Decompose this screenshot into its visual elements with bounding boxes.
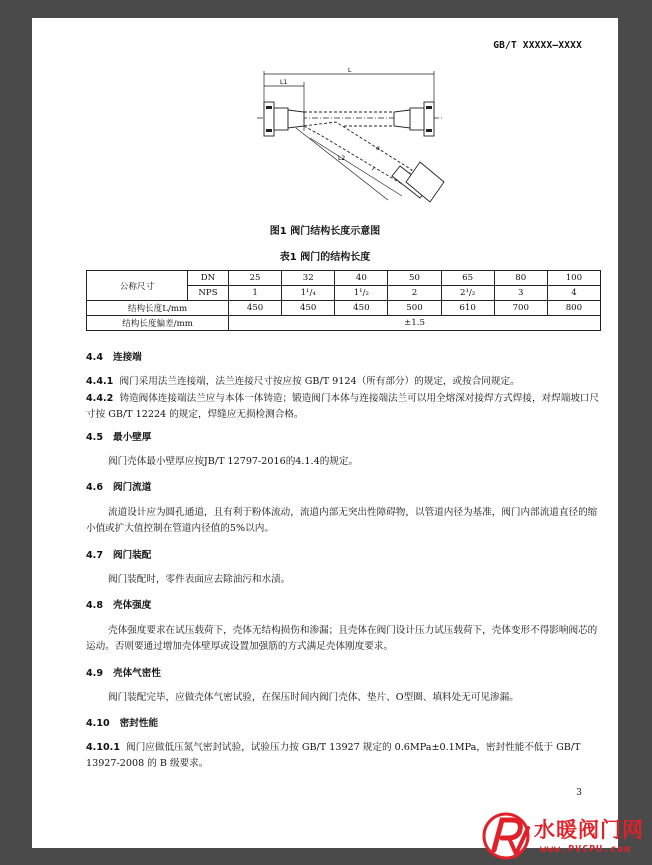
paragraph: 阀门装配完毕，应做壳体气密试验，在保压时间内阀门壳体、垫片、O型圈、填料处无可见渗漏。: [108, 692, 519, 703]
length-label: 结构长度L/mm: [87, 301, 229, 316]
paragraph: 流道设计应为圆孔通道，且有利于粉体流动，流道内部无突出性障碍物，以管道内径为基准，阀门内部流道直径的缩小值或扩大值控制在管道内径值的5%以内。: [86, 507, 598, 534]
paragraph-4-10-1: 4.10.1 阀门应做低压氮气密封试验，试验压力按 GB/T 13927 规定的 0.6MPa±0.1MPa，密封性能不低于 GB/T 13927-2008 的 B 级要求。: [86, 742, 581, 769]
table-row: [87, 301, 601, 316]
table-cell: 450: [335, 301, 388, 316]
paragraph: 壳体强度要求在试压载荷下，壳体无结构损伤和渗漏；且壳体在阀门设计压力试压载荷下，壳体变形不得影响阀芯的运动。否则要通过增加壳体壁厚或设置加强筋的方式满足壳体刚度要求。: [86, 625, 598, 652]
watermark-title: 水暖阀门网: [534, 818, 644, 842]
angle-alpha-label: α: [376, 145, 380, 152]
paragraph: 阀门壳体最小壁厚应按JB/T 12797-2016的4.1.4的规定。: [108, 456, 359, 467]
table-cell: 4: [547, 286, 600, 301]
table-cell: 610: [441, 301, 494, 316]
watermark-url: www.PVCPU.com: [540, 844, 632, 855]
table-cell: 500: [388, 301, 441, 316]
pv-logo-icon: [480, 810, 534, 862]
page-number: 3: [576, 788, 582, 798]
valve-structure-drawing: [252, 66, 452, 216]
table-cell: 65: [441, 271, 494, 286]
dn-label: DN: [188, 271, 229, 286]
figure-caption: 图1 阀门结构长度示意图: [269, 226, 381, 237]
dimension-L-label: L: [348, 67, 352, 74]
section-heading: 4.7 阀门装配: [86, 550, 152, 561]
section-heading: 4.4 连接端: [86, 352, 142, 363]
dimension-L1-label: L1: [280, 79, 288, 86]
nps-label: NPS: [188, 286, 229, 301]
tolerance-value: ±1.5: [229, 316, 601, 331]
table-cell: 1¹/₂: [335, 286, 388, 301]
table-cell: 450: [282, 301, 335, 316]
valve-length-table: [86, 270, 601, 331]
table-cell: 32: [282, 271, 335, 286]
table-cell: 450: [229, 301, 282, 316]
table-cell: 100: [547, 271, 600, 286]
nominal-size-label: 公称尺寸: [87, 271, 188, 301]
standard-number: GB/T XXXXX—XXXX: [493, 40, 582, 51]
table-cell: 1: [229, 286, 282, 301]
table-cell: 50: [388, 271, 441, 286]
table-cell: 2: [388, 286, 441, 301]
table-row: [87, 316, 601, 331]
site-watermark: [476, 808, 652, 865]
table-row: [87, 271, 601, 286]
table-cell: 3: [494, 286, 547, 301]
section-heading: 4.8 壳体强度: [86, 600, 152, 611]
paragraph-4-4-2: 4.4.2 铸造阀体连接端法兰应与本体一体铸造；锻造阀门本体与连接端法兰可以用全熔深对接焊方式焊接，对焊端坡口尺寸按 GB/T 12224 的规定，焊缝应无损检测合格。: [86, 393, 600, 420]
section-heading: 4.10 密封性能: [86, 718, 159, 729]
table-cell: 2¹/₂: [441, 286, 494, 301]
paragraph: 阀门装配时，零件表面应去除油污和水渍。: [108, 574, 291, 585]
table-cell: 700: [494, 301, 547, 316]
table-caption: 表1 阀门的结构长度: [279, 252, 371, 263]
table-cell: 1¹/₄: [282, 286, 335, 301]
table-cell: 80: [494, 271, 547, 286]
paragraph-4-4-1: 4.4.1 阀门采用法兰连接端，法兰连接尺寸按应按 GB/T 9124（所有部分）的规定，或按合同规定。: [86, 376, 520, 387]
table-cell: 25: [229, 271, 282, 286]
tolerance-label: 结构长度偏差/mm: [87, 316, 229, 331]
dimension-L2-label: L2: [338, 155, 346, 162]
section-heading: 4.5 最小壁厚: [86, 432, 152, 443]
section-heading: 4.9 壳体气密性: [86, 668, 161, 679]
document-page: [32, 18, 618, 848]
table-cell: 800: [547, 301, 600, 316]
section-heading: 4.6 阀门流道: [86, 482, 152, 493]
table-cell: 40: [335, 271, 388, 286]
